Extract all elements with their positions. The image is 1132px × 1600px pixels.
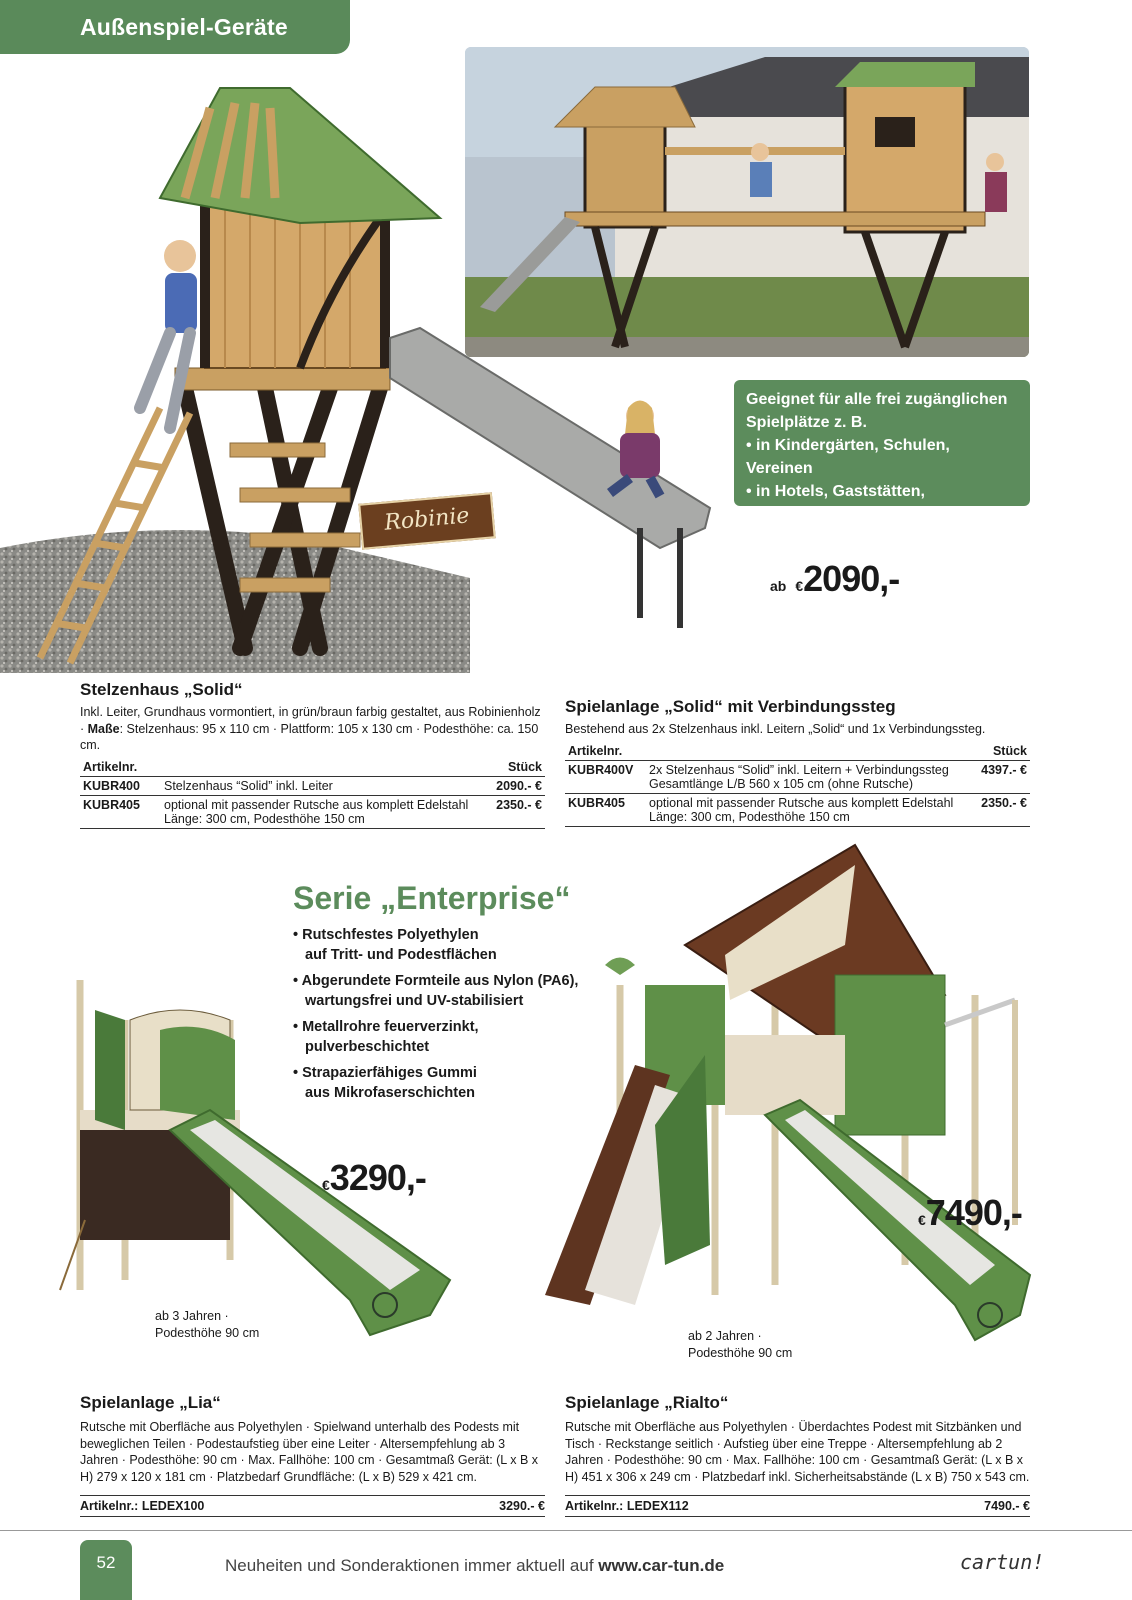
row-text bbox=[646, 793, 975, 826]
article-line bbox=[565, 1495, 1030, 1517]
feature-line: wartungsfrei und UV-stabilisiert bbox=[305, 993, 524, 1009]
feature-item bbox=[293, 925, 583, 965]
feature-line: • Rutschfestes Polyethylen bbox=[293, 927, 479, 943]
feature-line: aus Mikrofaserschichten bbox=[305, 1085, 476, 1101]
col-article: Artikelnr. bbox=[83, 759, 138, 774]
table-row bbox=[80, 795, 545, 828]
product-stelzenhaus bbox=[80, 680, 545, 829]
article-price: 7490.- € bbox=[984, 1499, 1030, 1513]
product-rialto bbox=[565, 1393, 1030, 1517]
article-price: 3290.- € bbox=[499, 1499, 545, 1513]
article-table bbox=[565, 742, 1030, 827]
row-text bbox=[161, 795, 490, 828]
desc-text: Inkl. Leiter, Grundhaus vormontiert, in grün/braun farbig gestaltet, aus Robinienholz · bbox=[80, 705, 541, 736]
row-art: KUBR400 bbox=[80, 776, 161, 795]
desc-text: : Stelzenhaus: 95 x 110 cm · Plattform: 105 x 130 cm · Podesthöhe: ca. 150 cm. bbox=[80, 721, 539, 752]
row-price: 2350.- € bbox=[490, 795, 545, 828]
section-title: Außenspiel-Geräte bbox=[80, 14, 288, 40]
table-row bbox=[565, 760, 1030, 793]
footer-text-prefix: Neuheiten und Sonderaktionen immer aktuell auf bbox=[225, 1556, 599, 1575]
row-text bbox=[646, 760, 975, 793]
col-qty: Stück bbox=[992, 743, 1027, 758]
row-text-line: Länge: 300 cm, Podesthöhe 150 cm bbox=[649, 809, 850, 824]
desc-bold: Maße bbox=[87, 721, 120, 736]
verbindungssteg-illustration bbox=[465, 47, 1029, 357]
note-line: ab 3 Jahren · bbox=[155, 1309, 229, 1323]
table-header bbox=[565, 742, 1030, 761]
row-text-line: optional mit passender Rutsche aus komplett Edelstahl bbox=[649, 795, 954, 810]
table-header bbox=[80, 758, 545, 777]
rialto-illustration bbox=[525, 825, 1045, 1365]
row-text-line: Länge: 300 cm, Podesthöhe 150 cm bbox=[164, 811, 365, 826]
suitability-info-box bbox=[734, 380, 1030, 546]
price-prefix: ab bbox=[770, 578, 787, 594]
footer-text bbox=[225, 1556, 724, 1576]
product-description: Rutsche mit Oberfläche aus Polyethylen · Spielwand unterhalb des Podests mit beweglichen Teilen · Podestaufstieg über eine Leiter · Altersempfehlung ab 3 Jahren · Podesthöhe: 90 cm · Max. Fallhöhe: 100 cm · Gesamtmaß Gerät: (L x B x H) 279 x 120 x 181 cm · Platzbedarf Grundfläche: (L x B) 529 x 421 cm. bbox=[80, 1420, 539, 1484]
price-rialto bbox=[918, 1192, 1022, 1234]
feature-line: • Metallrohre feuerverzinkt, bbox=[293, 1019, 479, 1035]
info-box-intro: Geeignet für alle frei zugänglichen Spielplätze z. B. bbox=[746, 391, 1008, 431]
price-currency: € bbox=[795, 578, 804, 594]
product-description: Rutsche mit Oberfläche aus Polyethylen · Überdachtes Podest mit Sitzbänken und Tisch · Reckstange seitlich · Aufstieg über eine Treppe · Altersempfehlung ab 2 Jahren · Podesthöhe: 90 cm · Max. Fallhöhe: 100 cm · Gesamtmaß Gerät: (L x B x H) 451 x 306 x 249 cm · Platzbedarf inkl. Sicherheitsabstände (L x B) 750 x 543 cm. bbox=[565, 1420, 1030, 1484]
feature-item bbox=[293, 1017, 583, 1057]
row-text-line: Gesamtlänge L/B 560 x 105 cm (ohne Rutsche) bbox=[649, 776, 914, 791]
series-title: Serie „Enterprise“ bbox=[293, 880, 571, 916]
price-solid bbox=[770, 558, 899, 600]
lia-age-note bbox=[155, 1308, 259, 1341]
row-price: 2090.- € bbox=[490, 776, 545, 795]
row-text-line: optional mit passender Rutsche aus komplett Edelstahl bbox=[164, 797, 469, 812]
verbindungssteg-photo bbox=[465, 47, 1029, 357]
price-amount: 7490,- bbox=[925, 1192, 1022, 1233]
article-number: Artikelnr.: LEDEX100 bbox=[80, 1499, 205, 1513]
note-line: Podesthöhe 90 cm bbox=[688, 1345, 793, 1360]
note-line: Podesthöhe 90 cm bbox=[155, 1325, 260, 1340]
info-box-item: • in Einkaufszentren bbox=[746, 529, 899, 546]
info-box-item: • in Kindergärten, Schulen, Vereinen bbox=[746, 437, 950, 477]
row-price: 2350.- € bbox=[975, 793, 1030, 826]
row-art: KUBR400V bbox=[565, 760, 646, 793]
table-row bbox=[565, 793, 1030, 826]
rialto-photo bbox=[525, 825, 1045, 1365]
product-description bbox=[80, 704, 545, 754]
product-title: Stelzenhaus „Solid“ bbox=[80, 680, 243, 699]
footer-divider bbox=[0, 1530, 1132, 1531]
price-lia bbox=[322, 1157, 426, 1199]
table-row bbox=[80, 776, 545, 795]
feature-item bbox=[293, 1063, 583, 1103]
row-art: KUBR405 bbox=[80, 795, 161, 828]
price-amount: 2090,- bbox=[803, 558, 900, 599]
cartun-logo bbox=[960, 1550, 1044, 1574]
feature-line: auf Tritt- und Podestflächen bbox=[305, 947, 497, 963]
product-lia bbox=[80, 1393, 545, 1517]
row-art: KUBR405 bbox=[565, 793, 646, 826]
price-amount: 3290,- bbox=[329, 1157, 426, 1198]
product-title: Spielanlage „Rialto“ bbox=[565, 1393, 729, 1412]
feature-item bbox=[293, 971, 583, 1011]
article-number: Artikelnr.: LEDEX112 bbox=[565, 1499, 689, 1513]
row-price: 4397.- € bbox=[975, 760, 1030, 793]
rialto-age-note bbox=[688, 1328, 792, 1361]
product-title: Spielanlage „Solid“ mit Verbindungssteg bbox=[565, 697, 896, 716]
feature-line: • Abgerundete Formteile aus Nylon (PA6), bbox=[293, 973, 579, 989]
section-tab bbox=[0, 0, 350, 54]
col-qty: Stück bbox=[507, 759, 542, 774]
robinie-sign-text: Robinie bbox=[383, 503, 471, 536]
page-number: 52 bbox=[96, 1553, 116, 1572]
feature-line: pulverbeschichtet bbox=[305, 1039, 430, 1055]
row-text: Stelzenhaus “Solid” inkl. Leiter bbox=[161, 776, 490, 795]
note-line: ab 2 Jahren · bbox=[688, 1329, 762, 1343]
article-table bbox=[80, 758, 545, 829]
product-title: Spielanlage „Lia“ bbox=[80, 1393, 221, 1412]
feature-line: • Strapazierfähiges Gummi bbox=[293, 1065, 477, 1081]
price-currency: € bbox=[918, 1212, 926, 1228]
col-article: Artikelnr. bbox=[568, 743, 623, 758]
logo-text: cartun! bbox=[960, 1550, 1045, 1574]
article-line bbox=[80, 1495, 545, 1517]
row-text-line: 2x Stelzenhaus “Solid” inkl. Leitern + Verbindungssteg bbox=[649, 762, 949, 777]
info-box-item: • in Hotels, Gaststätten, Restaurants bbox=[746, 483, 925, 523]
product-description: Bestehend aus 2x Stelzenhaus inkl. Leitern „Solid“ und 1x Verbindungssteg. bbox=[565, 722, 986, 736]
footer-url[interactable]: www.car-tun.de bbox=[598, 1556, 725, 1575]
product-verbindungssteg bbox=[565, 697, 1030, 827]
price-currency: € bbox=[322, 1177, 330, 1193]
series-features bbox=[293, 925, 583, 1109]
page-number-box bbox=[80, 1540, 132, 1600]
